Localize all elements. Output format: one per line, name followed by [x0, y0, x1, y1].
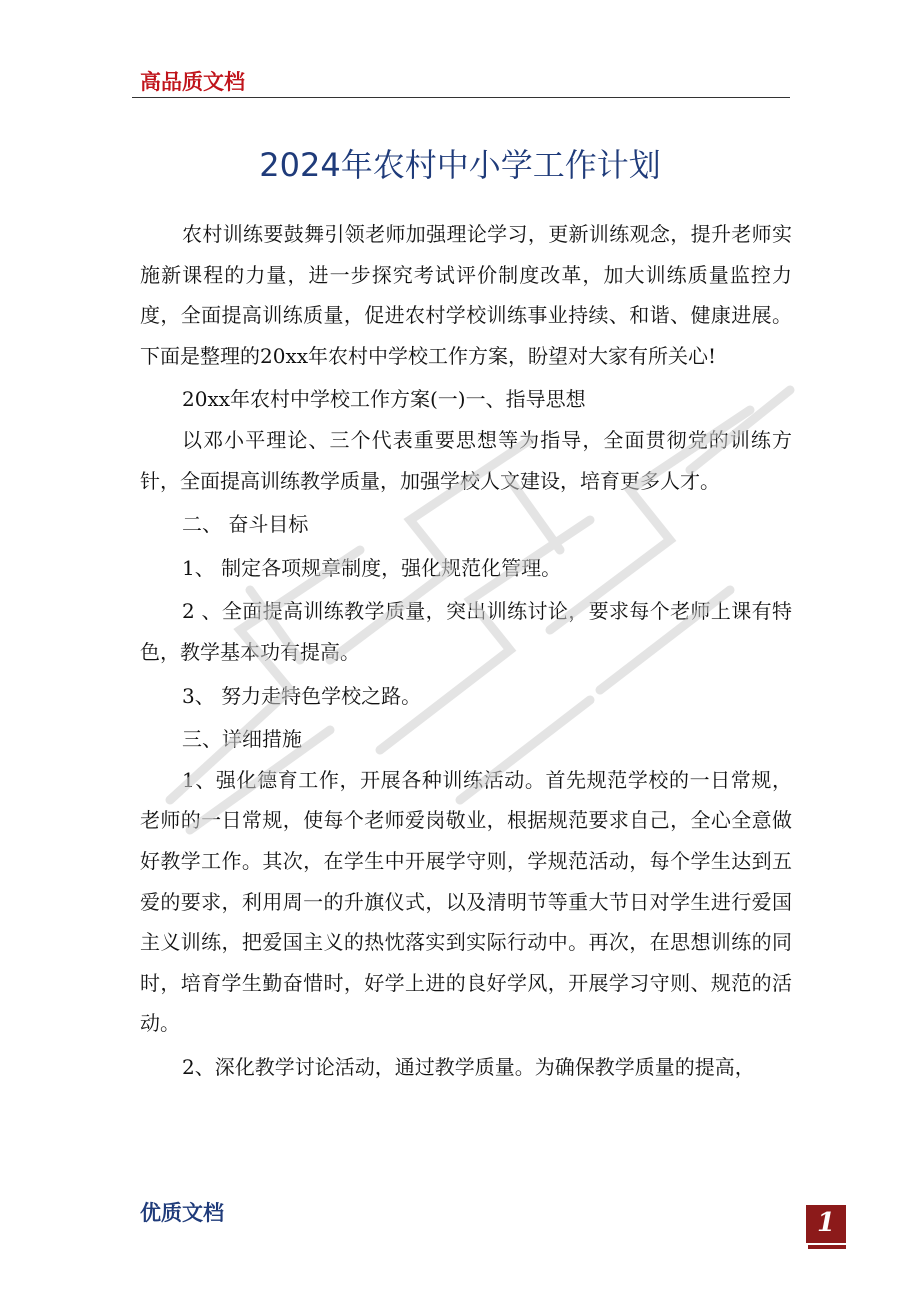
paragraph-goal-3: 3、 努力走特色学校之路。 [182, 683, 422, 708]
document-body [140, 214, 792, 1087]
paragraph-plan-heading: 20xx年农村中学校工作方案(一)一、指导思想 [182, 387, 586, 412]
paragraph-measures-heading: 三、详细措施 [182, 727, 302, 752]
paragraph-guiding-thought: 以邓小平理论、三个代表重要思想等为指导，全面贯彻党的训练方针，全面提高训练教学质量，加强学校人文建设，培育更多人才。 [140, 427, 792, 493]
paragraph-intro: 农村训练要鼓舞引领老师加强理论学习，更新训练观念，提升老师实施新课程的力量，进一步探究考试评价制度改革，加大训练质量监控力度，全面提高训练质量，促进农村学校训练事业持续、和谐、健康进展。下面是整理的20xx年农村中学校工作方案，盼望对大家有所关心! [140, 222, 792, 368]
page-number-badge: 1 [806, 1205, 846, 1243]
page-badge-underline [808, 1245, 846, 1249]
paragraph-goal-2: 2 、全面提高训练教学质量，突出训练讨论，要求每个老师上课有特色，教学基本功有提高。 [140, 599, 792, 664]
paragraph-goal-1: 1、 制定各项规章制度，强化规范化管理。 [182, 555, 562, 580]
paragraph-goals-heading: 二、 奋斗目标 [182, 512, 309, 537]
footer-label: 优质文档 [140, 1201, 224, 1225]
paragraph-measure-1: 1、强化德育工作，开展各种训练活动。首先规范学校的一日常规，老师的一日常规，使每个老师爱岗敬业，根据规范要求自己，全心全意做好教学工作。其次，在学生中开展学守则，学规范活动，每个学生达到五爱的要求，利用周一的升旗仪式，以及清明节等重大节日对学生进行爱国主义训练，把爱国主义的热忱落实到实际行动中。再次，在思想训练的同时，培育学生勤奋惜时，好学上进的良好学风，开展学习守则、规范的活动。 [140, 767, 792, 1036]
document-title: 2024年农村中小学工作计划 [259, 146, 661, 184]
header-label: 高品质文档 [140, 70, 245, 94]
header-divider [132, 97, 790, 98]
paragraph-measure-2: 2、深化教学讨论活动，通过教学质量。为确保教学质量的提高， [182, 1054, 755, 1079]
